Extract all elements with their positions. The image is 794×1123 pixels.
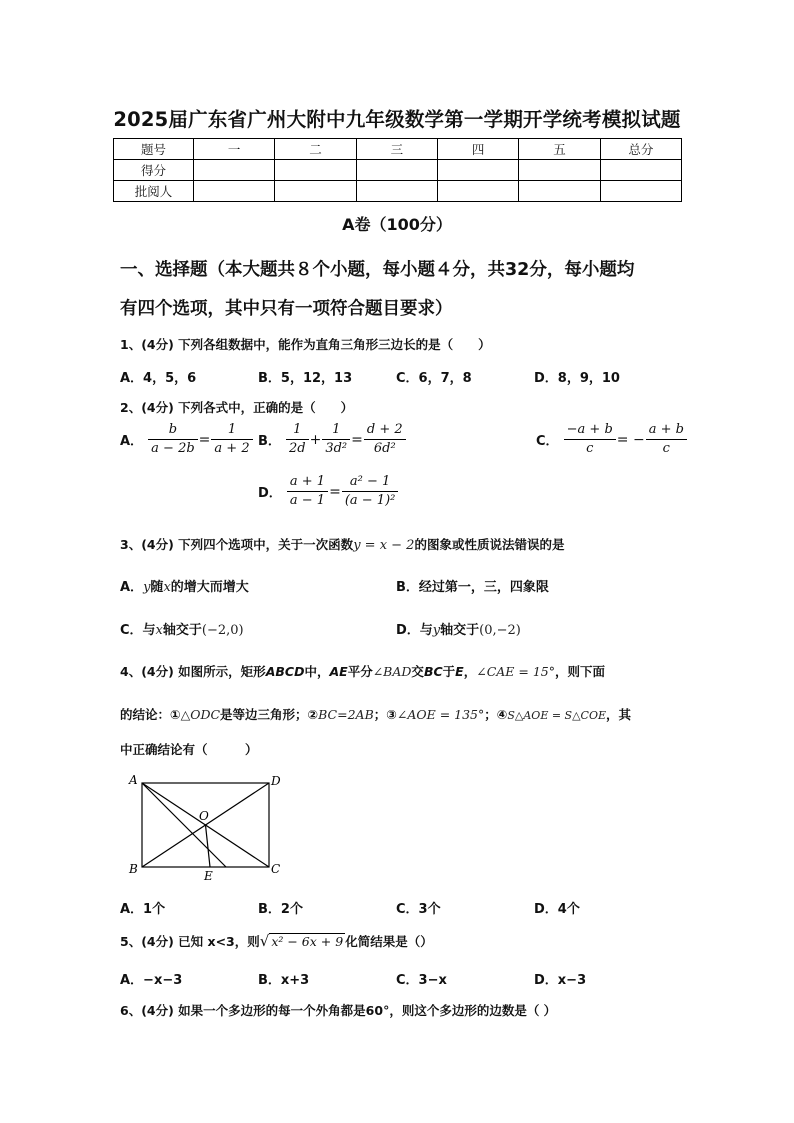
fraction bbox=[287, 474, 328, 509]
stem-text: 3、(4分) 下列四个选项中，关于一次函数 bbox=[120, 537, 354, 552]
numerator: 1 bbox=[211, 422, 252, 440]
table-cell: 五 bbox=[519, 139, 600, 160]
segment-oe bbox=[206, 825, 211, 867]
q4-option-b: B．2个 bbox=[258, 902, 303, 917]
question-3-stem bbox=[120, 535, 564, 553]
fraction bbox=[286, 422, 309, 457]
table-cell: 得分 bbox=[114, 160, 194, 181]
q4-option-a: A．1个 bbox=[120, 902, 166, 917]
fraction bbox=[148, 422, 198, 457]
stem-text: 于 bbox=[442, 664, 456, 679]
denominator: a + 2 bbox=[214, 441, 250, 456]
option-text: 轴交于 bbox=[440, 623, 480, 638]
table-cell bbox=[356, 160, 437, 181]
table-cell: 三 bbox=[356, 139, 437, 160]
denominator: (a − 1)² bbox=[344, 493, 396, 508]
fraction bbox=[364, 422, 406, 457]
table-cell bbox=[437, 160, 518, 181]
label-c: C bbox=[271, 862, 281, 876]
section-heading: A卷（100分） bbox=[342, 215, 452, 234]
stem-text: 的结论：① bbox=[120, 707, 181, 722]
table-cell bbox=[600, 181, 681, 202]
stem-text: ；③ bbox=[373, 707, 397, 722]
stem-text: 4、(4分) 如图所示，矩形 bbox=[120, 664, 266, 679]
table-cell bbox=[519, 181, 600, 202]
q4-option-d: D．4个 bbox=[534, 902, 580, 917]
math-expr: ∠AOE = 135° bbox=[396, 707, 485, 722]
q3-option-c bbox=[120, 619, 244, 638]
stem-text: 5、(4分) 已知 x<3，则 bbox=[120, 934, 260, 949]
score-table-row bbox=[114, 160, 682, 181]
numerator: d + 2 bbox=[364, 422, 406, 440]
equals-sign: = − bbox=[616, 431, 645, 448]
stem-text: ， bbox=[463, 664, 477, 679]
q3-option-d bbox=[396, 619, 521, 638]
label-a: A bbox=[129, 773, 138, 787]
math-expr: △ODC bbox=[180, 707, 221, 722]
label-d: D bbox=[271, 774, 281, 788]
table-cell bbox=[275, 160, 356, 181]
q5-option-a: A．−x−3 bbox=[120, 973, 183, 988]
table-cell: 总分 bbox=[600, 139, 681, 160]
math-var: ABCD bbox=[265, 664, 305, 679]
q3-option-b: B．经过第一，三，四象限 bbox=[396, 580, 549, 595]
math-point: (0,−2) bbox=[479, 623, 521, 638]
label-o: O bbox=[199, 809, 209, 823]
q1-option-c: C．6，7，8 bbox=[396, 371, 472, 386]
q1-option-d: D．8，9，10 bbox=[534, 371, 620, 386]
table-cell bbox=[437, 181, 518, 202]
q4-option-c: C．3个 bbox=[396, 902, 441, 917]
denominator: 2d bbox=[289, 441, 306, 456]
option-label: A． bbox=[120, 580, 144, 595]
numerator: a + b bbox=[646, 422, 687, 440]
bisector-ae bbox=[142, 783, 226, 867]
stem-text: 化简结果是（） bbox=[345, 934, 433, 949]
numerator: −a + b bbox=[564, 422, 616, 440]
fraction bbox=[342, 474, 399, 509]
math-var: x bbox=[163, 580, 171, 595]
table-cell bbox=[194, 160, 275, 181]
math-expr: ∠CAE = 15° bbox=[476, 664, 555, 679]
label-e: E bbox=[204, 869, 213, 883]
rectangle-figure bbox=[124, 772, 286, 884]
math-expr: BC=2AB bbox=[318, 707, 374, 722]
option-label: D．与 bbox=[396, 623, 433, 638]
table-cell bbox=[600, 160, 681, 181]
question-4-line2 bbox=[120, 705, 631, 723]
question-1-stem: 1、(4分) 下列各组数据中，能作为直角三角形三边长的是（ ） bbox=[120, 337, 491, 352]
q5-option-c: C．3−x bbox=[396, 973, 447, 988]
table-cell: 四 bbox=[437, 139, 518, 160]
table-cell bbox=[194, 181, 275, 202]
label-b: B bbox=[129, 862, 138, 876]
equals-sign: = bbox=[351, 431, 363, 448]
option-label: D． bbox=[258, 486, 282, 501]
exam-title: 2025届广东省广州大附中九年级数学第一学期开学统考模拟试题 bbox=[113, 108, 681, 131]
option-label: C． bbox=[536, 434, 559, 449]
option-text: 随 bbox=[150, 580, 164, 595]
table-cell: 批阅人 bbox=[114, 181, 194, 202]
stem-text: 的图象或性质说法错误的是 bbox=[414, 537, 565, 552]
stem-text: 是等边三角形；② bbox=[220, 707, 319, 722]
stem-text: 交 bbox=[411, 664, 424, 679]
radicand: x² − 6x + 9 bbox=[271, 934, 344, 949]
equals-sign: = bbox=[198, 431, 211, 448]
score-table-row bbox=[114, 181, 682, 202]
table-cell bbox=[356, 181, 437, 202]
score-table-header-row bbox=[114, 139, 682, 160]
question-2-stem: 2、(4分) 下列各式中，正确的是（ ） bbox=[120, 400, 354, 415]
score-table bbox=[113, 138, 682, 202]
denominator: c bbox=[662, 441, 670, 456]
q2-option-d bbox=[258, 474, 398, 509]
denominator: a − 2b bbox=[151, 441, 195, 456]
stem-text: ，则下面 bbox=[555, 664, 606, 679]
q3-option-a bbox=[120, 576, 249, 595]
math-point: (−2,0) bbox=[201, 623, 244, 638]
stem-text: ；④ bbox=[484, 707, 508, 722]
option-label: C．与 bbox=[120, 623, 156, 638]
option-label: A． bbox=[120, 434, 144, 449]
fraction bbox=[322, 422, 350, 457]
numerator: 1 bbox=[286, 422, 309, 440]
math-var: y bbox=[432, 623, 441, 638]
denominator: a − 1 bbox=[289, 493, 326, 508]
numerator: 1 bbox=[322, 422, 350, 440]
function-expression: y = x − 2 bbox=[353, 538, 415, 553]
numerator: a + 1 bbox=[287, 474, 328, 492]
option-text: 的增大而增大 bbox=[170, 580, 249, 595]
table-cell bbox=[275, 181, 356, 202]
fraction bbox=[211, 422, 252, 457]
q2-option-a bbox=[120, 422, 253, 457]
option-label: B． bbox=[258, 434, 281, 449]
table-cell: 题号 bbox=[114, 139, 194, 160]
q1-option-b: B．5，12，13 bbox=[258, 371, 353, 386]
table-cell: 一 bbox=[194, 139, 275, 160]
q5-option-b: B．x+3 bbox=[258, 973, 310, 988]
math-var: x bbox=[155, 623, 163, 638]
numerator: b bbox=[148, 422, 198, 440]
option-text: 轴交于 bbox=[162, 623, 202, 638]
equals-sign: = bbox=[329, 483, 341, 500]
math-var: y bbox=[143, 580, 151, 595]
question-6-stem: 6、(4分) 如果一个多边形的每一个外角都是60°，则这个多边形的边数是（ ） bbox=[120, 1003, 557, 1018]
question-4-line1 bbox=[120, 662, 605, 680]
q1-option-a: A．4，5，6 bbox=[120, 371, 197, 386]
sqrt-icon: √ bbox=[259, 932, 270, 950]
fraction bbox=[646, 422, 687, 457]
math-var: E bbox=[455, 664, 464, 679]
math-expr: ∠BAD bbox=[372, 664, 412, 679]
denominator: 3d² bbox=[325, 441, 348, 456]
question-4-line3: 中正确结论有（ ） bbox=[120, 742, 258, 757]
stem-text: 中， bbox=[304, 664, 330, 679]
q2-option-b bbox=[258, 422, 406, 457]
numerator: a² − 1 bbox=[342, 474, 399, 492]
fraction bbox=[564, 422, 616, 457]
table-cell: 二 bbox=[275, 139, 356, 160]
math-expr: S△AOE = S△COE bbox=[507, 709, 607, 722]
math-var: AE bbox=[329, 664, 348, 679]
denominator: 6d² bbox=[373, 441, 396, 456]
q2-option-c bbox=[536, 422, 687, 457]
stem-text: 平分 bbox=[347, 664, 373, 679]
denominator: c bbox=[586, 441, 594, 456]
plus-sign: + bbox=[309, 431, 322, 448]
math-var: BC bbox=[423, 664, 443, 679]
stem-text: ，其 bbox=[606, 707, 632, 722]
question-5-stem bbox=[120, 932, 433, 950]
q5-option-d: D．x−3 bbox=[534, 973, 587, 988]
part-heading-line2: 有四个选项，其中只有一项符合题目要求） bbox=[120, 299, 453, 319]
table-cell bbox=[519, 160, 600, 181]
part-heading-line1: 一、选择题（本大题共８个小题，每小题４分，共32分，每小题均 bbox=[120, 260, 635, 280]
